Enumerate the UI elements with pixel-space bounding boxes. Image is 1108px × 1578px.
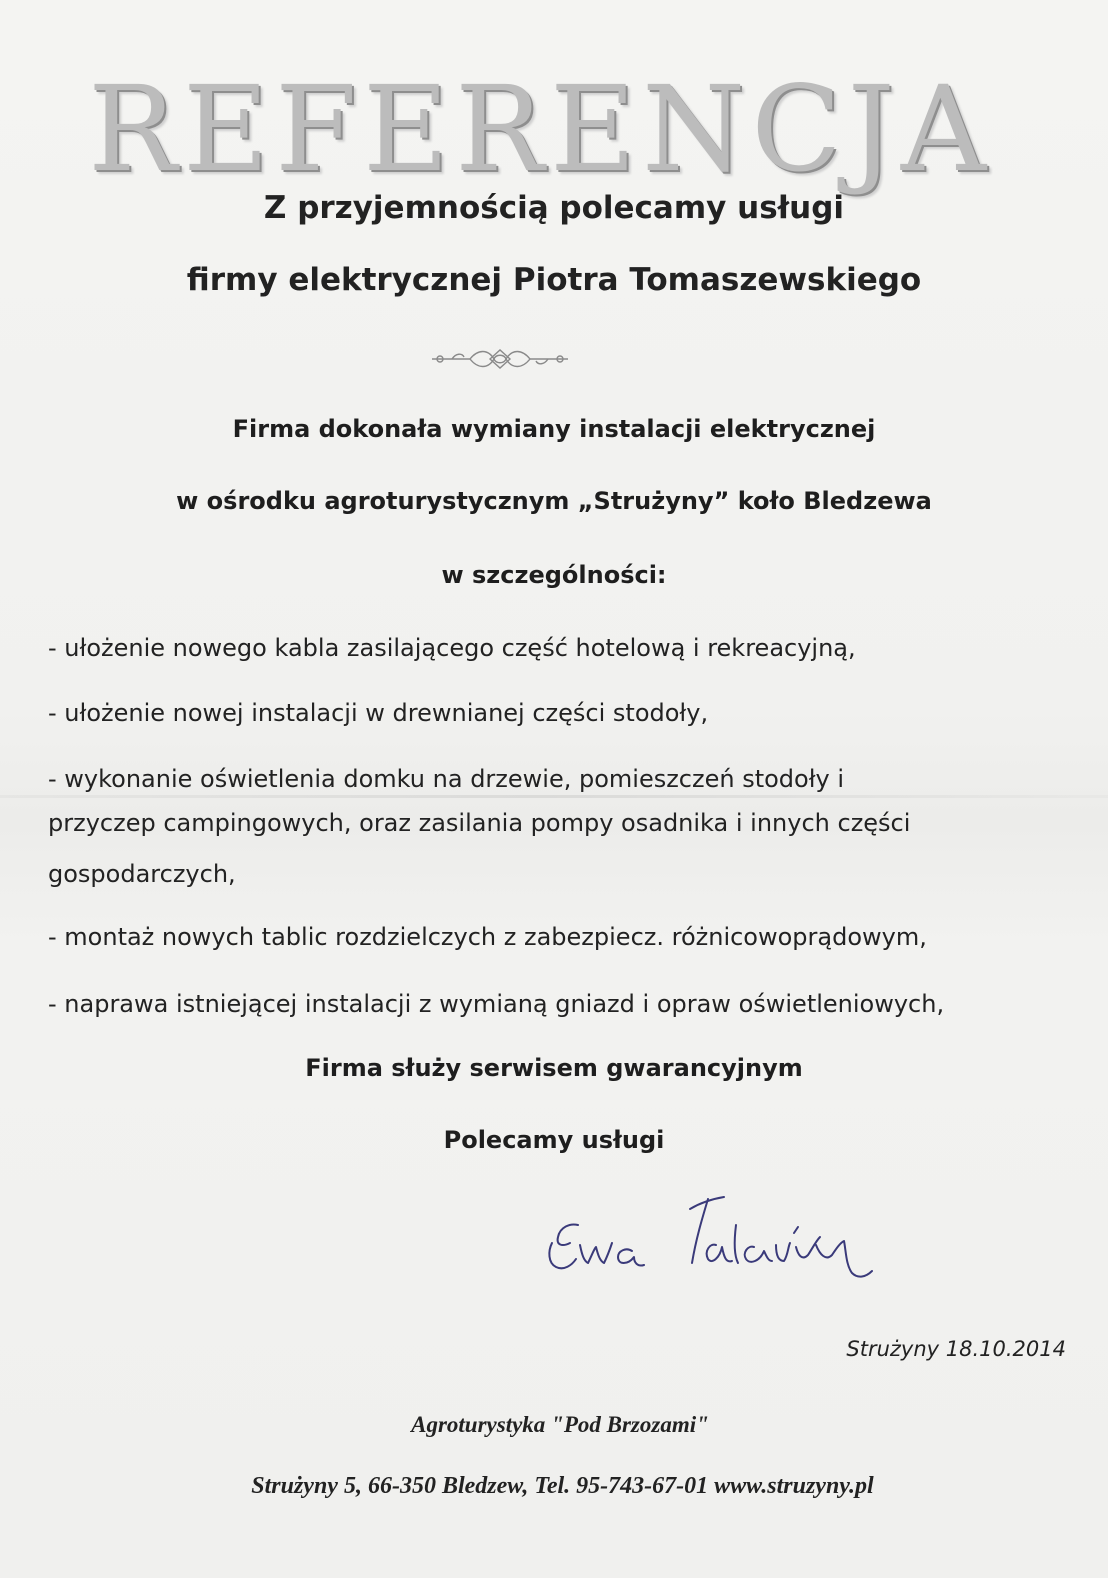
heading-line-2: firmy elektrycznej Piotra Tomaszewskiego bbox=[186, 262, 922, 298]
list-item: gospodarczych, bbox=[48, 860, 236, 888]
footer-address: Strużyny 5, 66-350 Bledzew, Tel. 95-743-67-01 www.struzyny.pl bbox=[251, 1473, 874, 1499]
intro-line-3: w szczególności: bbox=[441, 561, 667, 589]
list-item: - montaż nowych tablic rozdzielczych z zabezpiecz. różnicowoprądowym, bbox=[48, 923, 927, 951]
date-line: Strużyny 18.10.2014 bbox=[846, 1337, 1066, 1361]
list-item: - naprawa istniejącej instalacji z wymianą gniazd i opraw oświetleniowych, bbox=[48, 990, 945, 1018]
footer-name: Agroturystyka "Pod Brzozami" bbox=[411, 1412, 709, 1437]
list-item: - wykonanie oświetlenia domku na drzewie, pomieszczeń stodoły i bbox=[48, 765, 845, 793]
list-item: - ułożenie nowego kabla zasilającego część hotelową i rekreacyjną, bbox=[48, 634, 856, 662]
list-item: przyczep campingowych, oraz zasilania pompy osadnika i innych części bbox=[48, 809, 911, 837]
handwritten-signature bbox=[540, 1185, 910, 1295]
intro-line-2: w ośrodku agroturystycznym „Strużyny” koło Bledzewa bbox=[176, 487, 932, 515]
closing-line-1: Firma służy serwisem gwarancyjnym bbox=[305, 1054, 803, 1082]
intro-line-1: Firma dokonała wymiany instalacji elektrycznej bbox=[232, 415, 876, 443]
heading-line-1: Z przyjemnością polecamy usługi bbox=[263, 190, 845, 226]
closing-line-2: Polecamy usługi bbox=[443, 1126, 665, 1154]
scroll-ornament-icon bbox=[430, 344, 570, 374]
document-title: REFERENCJA bbox=[88, 60, 993, 198]
list-item: - ułożenie nowej instalacji w drewnianej części stodoły, bbox=[48, 699, 709, 727]
